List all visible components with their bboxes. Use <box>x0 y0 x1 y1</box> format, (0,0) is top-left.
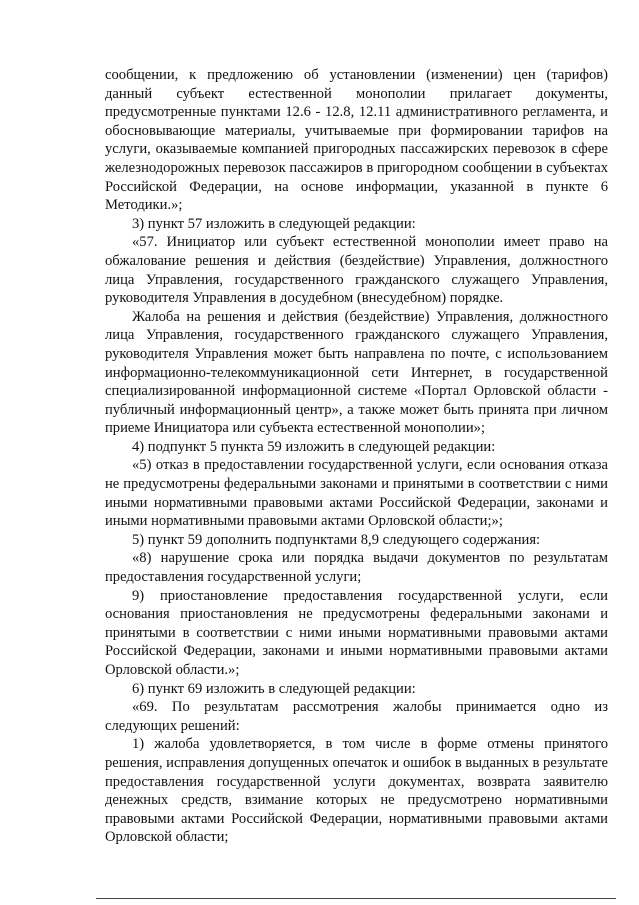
paragraph-item-4: 4) подпункт 5 пункта 59 изложить в следующей редакции: <box>132 438 496 455</box>
paragraph-clause-69: «69. По результатам рассмотрения жалобы принимается одно из следующих решений: <box>105 699 608 734</box>
paragraph-decision-1: 1) жалоба удовлетворяется, в том числе в форме отмены принятого решения, исправления допущенных опечаток и ошибок в выданных в результате предоставления государственной услуги документах, возврата заявителю денежных средств, взимание которых не предусмотрено нормативными правовыми актами Российской Федерации, нормативными правовыми актами Орловской области; <box>105 736 608 846</box>
paragraph-clause-57: «57. Инициатор или субъект естественной монополии имеет право на обжалование решения и действия (бездействие) Управления, должностного лица Управления, государственного гражданского служащего Управления, руководителя Управления в досудебном (внесудебном) порядке. <box>105 234 608 307</box>
page-bottom-rule <box>96 898 616 899</box>
paragraph-complaint: Жалоба на решения и действия (бездействие) Управления, должностного лица Управления, государственного гражданского служащего Управления, руководителя Управления может быть направлена по почте, с использованием информационно-телекоммуникационной сети Интернет, в государственной специализированной информационной системе «Портал Орловской области - публичный информационный центр», а также может быть принята при личном приеме Инициатора или субъекта естественной монополии»; <box>105 308 608 437</box>
paragraph-continuation: сообщении, к предложению об установлении (изменении) цен (тарифов) данный субъект естественной монополии прилагает документы, предусмотренные пунктами 12.6 - 12.8, 12.11 административного регламента, и обосновывающие материалы, учитываемые при формировании тарифов на услуги, оказываемые компанией пригородных пассажирских перевозок в сфере железнодорожных перевозок пассажиров в пригородном сообщении в субъектах Российской Федерации, на основе информации, указанной в пункте 6 Методики.»; <box>105 67 608 214</box>
paragraph-item-3: 3) пункт 57 изложить в следующей редакции: <box>132 215 416 232</box>
paragraph-item-6: 6) пункт 69 изложить в следующей редакции: <box>132 680 416 697</box>
paragraph-item-5: 5) пункт 59 дополнить подпунктами 8,9 следующего содержания: <box>132 531 541 548</box>
paragraph-subclause-5: «5) отказ в предоставлении государственной услуги, если основания отказа не предусмотрены федеральными законами и принятыми в соответствии с ними иными нормативными правовыми актами Российской Федерации, законами и иными нормативными правовыми актами Орловской области;»; <box>105 457 608 530</box>
paragraph-subclause-9: 9) приостановление предоставления государственной услуги, если основания приостановления не предусмотрены федеральными законами и принятыми в соответствии с ними иными нормативными правовыми актами Российской Федерации, законами и иными нормативными правовыми актами Орловской области.»; <box>105 587 608 678</box>
paragraph-subclause-8: «8) нарушение срока или порядка выдачи документов по результатам предоставления государственной услуги; <box>105 550 608 586</box>
document-body <box>105 66 608 847</box>
